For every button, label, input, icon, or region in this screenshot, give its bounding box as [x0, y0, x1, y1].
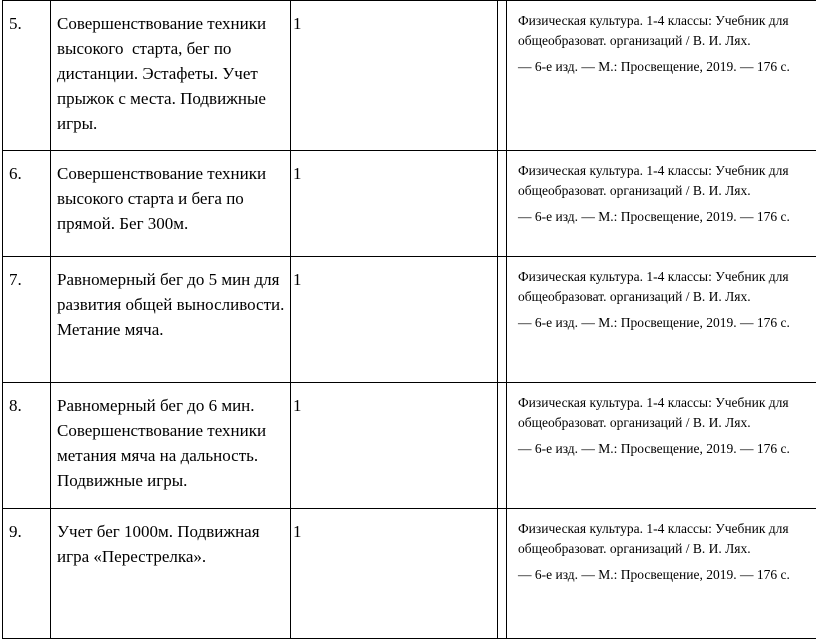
source-publisher: — 6-е изд. — М.: Просвещение, 2019. — 176 с.: [518, 567, 790, 582]
empty-cell: [498, 257, 507, 383]
lesson-topic-text: Равномерный бег до 6 мин. Совершенствование техники метания мяча на дальность. Подвижные игры.: [57, 396, 271, 490]
lesson-topic: [51, 257, 291, 383]
lesson-source: [507, 1, 816, 151]
source-title: Физическая культура. 1-4 классы: Учебник для общеобразоват. организаций / В. И. Лях.: [518, 163, 792, 198]
source-title: Физическая культура. 1-4 классы: Учебник для общеобразоват. организаций / В. И. Лях.: [518, 395, 792, 430]
lesson-topic-text: Учет бег 1000м. Подвижная игра «Перестрелка».: [57, 522, 264, 566]
source-title: Физическая культура. 1-4 классы: Учебник для общеобразоват. организаций / В. И. Лях.: [518, 521, 792, 556]
table-row: [3, 383, 816, 509]
table-row: [3, 257, 816, 383]
lesson-topic: [51, 509, 291, 639]
lesson-topic-text: Совершенствование техники высокого старта и бега по прямой. Бег 300м.: [57, 164, 271, 233]
lesson-hours: 1: [291, 383, 498, 509]
table-row: [3, 509, 816, 639]
lesson-number: 6.: [3, 151, 51, 257]
lesson-hours: 1: [291, 257, 498, 383]
lesson-topic-text: Совершенствование техники высокого старта, бег по дистанции. Эстафеты. Учет прыжок с места. Подвижные игры.: [57, 14, 271, 133]
lesson-number: 5.: [3, 1, 51, 151]
lesson-source: [507, 383, 816, 509]
empty-cell: [498, 383, 507, 509]
source-publisher: — 6-е изд. — М.: Просвещение, 2019. — 176 с.: [518, 315, 790, 330]
empty-cell: [498, 1, 507, 151]
lesson-source: [507, 257, 816, 383]
empty-cell: [498, 509, 507, 639]
lesson-number: 8.: [3, 383, 51, 509]
lesson-topic: [51, 1, 291, 151]
source-title: Физическая культура. 1-4 классы: Учебник для общеобразоват. организаций / В. И. Лях.: [518, 269, 792, 304]
lesson-topic: [51, 151, 291, 257]
source-publisher: — 6-е изд. — М.: Просвещение, 2019. — 176 с.: [518, 59, 790, 74]
table-row: [3, 1, 816, 151]
source-publisher: — 6-е изд. — М.: Просвещение, 2019. — 176 с.: [518, 441, 790, 456]
lesson-hours: 1: [291, 509, 498, 639]
lesson-hours: 1: [291, 1, 498, 151]
source-title: Физическая культура. 1-4 классы: Учебник для общеобразоват. организаций / В. И. Лях.: [518, 13, 792, 48]
lesson-source: [507, 509, 816, 639]
lesson-topic: [51, 383, 291, 509]
lesson-number: 9.: [3, 509, 51, 639]
table-row: [3, 151, 816, 257]
lesson-hours: 1: [291, 151, 498, 257]
empty-cell: [498, 151, 507, 257]
lesson-source: [507, 151, 816, 257]
lesson-topic-text: Равномерный бег до 5 мин для развития общей выносливости. Метание мяча.: [57, 270, 289, 339]
source-publisher: — 6-е изд. — М.: Просвещение, 2019. — 176 с.: [518, 209, 790, 224]
lesson-number: 7.: [3, 257, 51, 383]
lesson-plan-table: [2, 0, 816, 639]
